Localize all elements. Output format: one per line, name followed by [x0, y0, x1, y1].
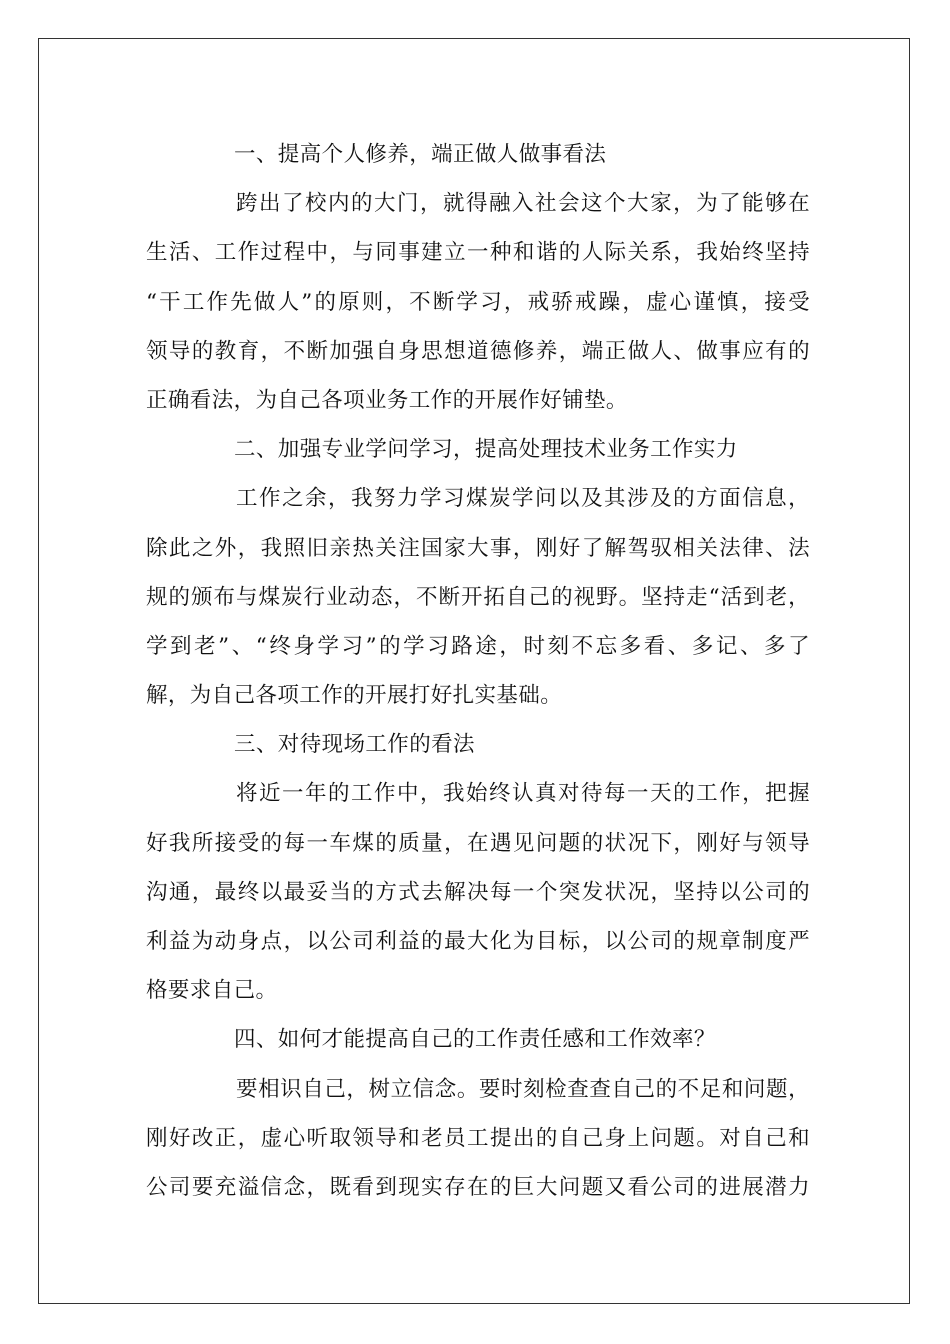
paragraph-line: “干工作先做人”的原则，不断学习，戒骄戒躁，虚心谨慎，接受 — [146, 289, 810, 315]
paragraph-line: 公司要充溢信念，既看到现实存在的巨大问题又看公司的进展潜力 — [146, 1174, 810, 1200]
paragraph-line: 利益为动身点，以公司利益的最大化为目标，以公司的规章制度严 — [146, 929, 810, 954]
section-heading-3: 三、对待现场工作的看法 — [234, 732, 475, 758]
paragraph-line: 解，为自己各项工作的开展打好扎实基础。 — [146, 683, 563, 709]
section-heading-2: 二、加强专业学问学习，提高处理技术业务工作实力 — [234, 437, 738, 463]
paragraph-line: 要相识自己，树立信念。要时刻检查查自己的不足和问题， — [236, 1076, 810, 1102]
paragraph-line: 除此之外，我照旧亲热关注国家大事，刚好了解驾驭相关法律、法 — [146, 535, 810, 561]
paragraph-line: 生活、工作过程中，与同事建立一种和谐的人际关系，我始终坚持 — [146, 240, 810, 266]
paragraph-line: 规的颁布与煤炭行业动态，不断开拓自己的视野。坚持走“活到老， — [146, 584, 810, 610]
paragraph-line: 学到老”、“终身学习”的学习路途，时刻不忘多看、多记、多了 — [146, 633, 810, 659]
paragraph-line: 工作之余，我努力学习煤炭学问以及其涉及的方面信息， — [236, 486, 810, 512]
paragraph-line: 领导的教育，不断加强自身思想道德修养，端正做人、做事应有的 — [146, 338, 810, 364]
paragraph-line: 好我所接受的每一车煤的质量，在遇见问题的状况下，刚好与领导 — [146, 830, 810, 856]
paragraph-line: 格要求自己。 — [146, 978, 278, 1004]
document-body — [146, 130, 810, 1212]
paragraph-line: 正确看法，为自己各项业务工作的开展作好铺垫。 — [146, 387, 628, 413]
section-heading-1: 一、提高个人修养，端正做人做事看法 — [234, 142, 607, 167]
paragraph-line: 跨出了校内的大门，就得融入社会这个大家，为了能够在 — [236, 191, 810, 217]
paragraph-line: 将近一年的工作中，我始终认真对待每一天的工作，把握 — [236, 781, 810, 807]
section-heading-4: 四、如何才能提高自己的工作责任感和工作效率？ — [234, 1027, 716, 1053]
paragraph-line: 沟通，最终以最妥当的方式去解决每一个突发状况，坚持以公司的 — [146, 879, 810, 905]
paragraph-line: 刚好改正，虚心听取领导和老员工提出的自己身上问题。对自己和 — [146, 1125, 810, 1151]
